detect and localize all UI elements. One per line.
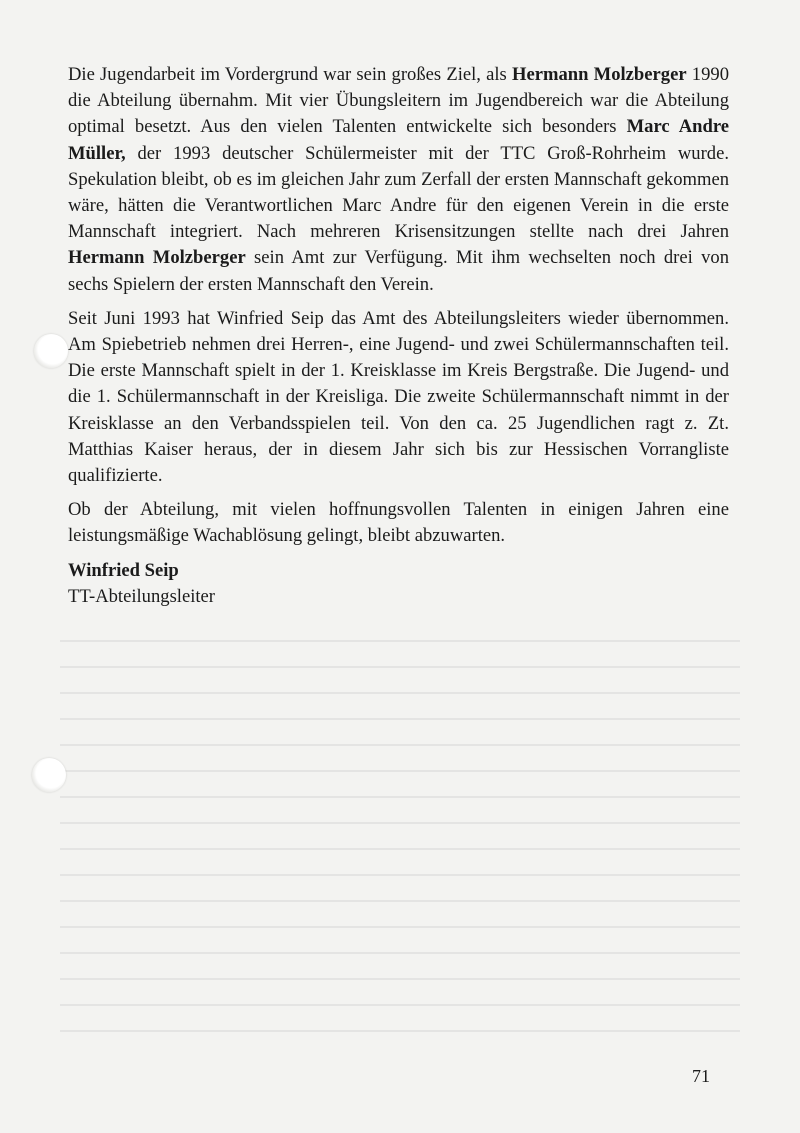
p1-text-a: Die Jugendarbeit im Vordergrund war sein großes Ziel, als	[68, 64, 513, 85]
paragraph-3: Ob der Abteilung, mit vielen hoffnungsvollen Talenten in einigen Jahren eine leistungsmäßige Wachablösung gelingt, bleibt abzuwarten.	[68, 499, 729, 547]
punch-hole-top	[34, 334, 68, 368]
punch-hole-bottom	[32, 758, 66, 792]
name-hermann-molzberger-2: Hermann Molzberger	[68, 247, 246, 269]
name-hermann-molzberger: Hermann Molzberger	[512, 64, 687, 85]
name-marc-andre-mueller: Marc Andre Müller,	[68, 116, 729, 164]
p1-text-g: sein Amt zur Verfügung. Mit ihm wechselten noch drei von sechs Spielern der ersten Mannschaft den Verein.	[68, 247, 730, 295]
paragraph-1	[68, 62, 729, 298]
p1-text-c: 1990 die Abteilung übernahm. Mit vier Übungsleitern im Jugendbereich war die Abteilung optimal besetzt. Aus den vielen Talenten entwickelte sich besonders	[68, 64, 729, 138]
p1-text-e: der 1993 deutscher Schülermeister mit der TTC Groß-Rohrheim wurde. Spekulation bleibt, ob es im gleichen Jahr zum Zerfall der ersten Mannschaft gekommen wäre, hätten die Verantwortlichen Marc Andre für den eigenen Verein in die erste Mannschaft integriert. Nach mehreren Krisensitzungen stellte nach drei Jahren	[68, 142, 729, 243]
signature-block	[68, 558, 729, 610]
signature-role: TT-Abteilungsleiter	[68, 585, 215, 607]
signature-name: Winfried Seip	[68, 559, 179, 581]
bleed-through-texture	[60, 640, 740, 1040]
page-number: 71	[692, 1066, 710, 1086]
paragraph-2: Seit Juni 1993 hat Winfried Seip das Amt des Abteilungsleiters wieder übernommen. Am Spiebetrieb nehmen drei Herren-, eine Jugend- und zwei Schülermannschaften teil. Die erste Mannschaft spielt in der 1. Kreisklasse im Kreis Bergstraße. Die Jugend- und die 1. Schülermannschaft in der Kreisliga. Die zweite Schülermannschaft nimmt in der Kreisklasse an den Verbandsspielen teil. Von den ca. 25 Jugendlichen ragt z. Zt. Matthias Kaiser heraus, der in diesem Jahr sich bis zur Hessischen Vorrangliste qualifizierte.	[68, 307, 729, 487]
article-body	[68, 62, 729, 610]
